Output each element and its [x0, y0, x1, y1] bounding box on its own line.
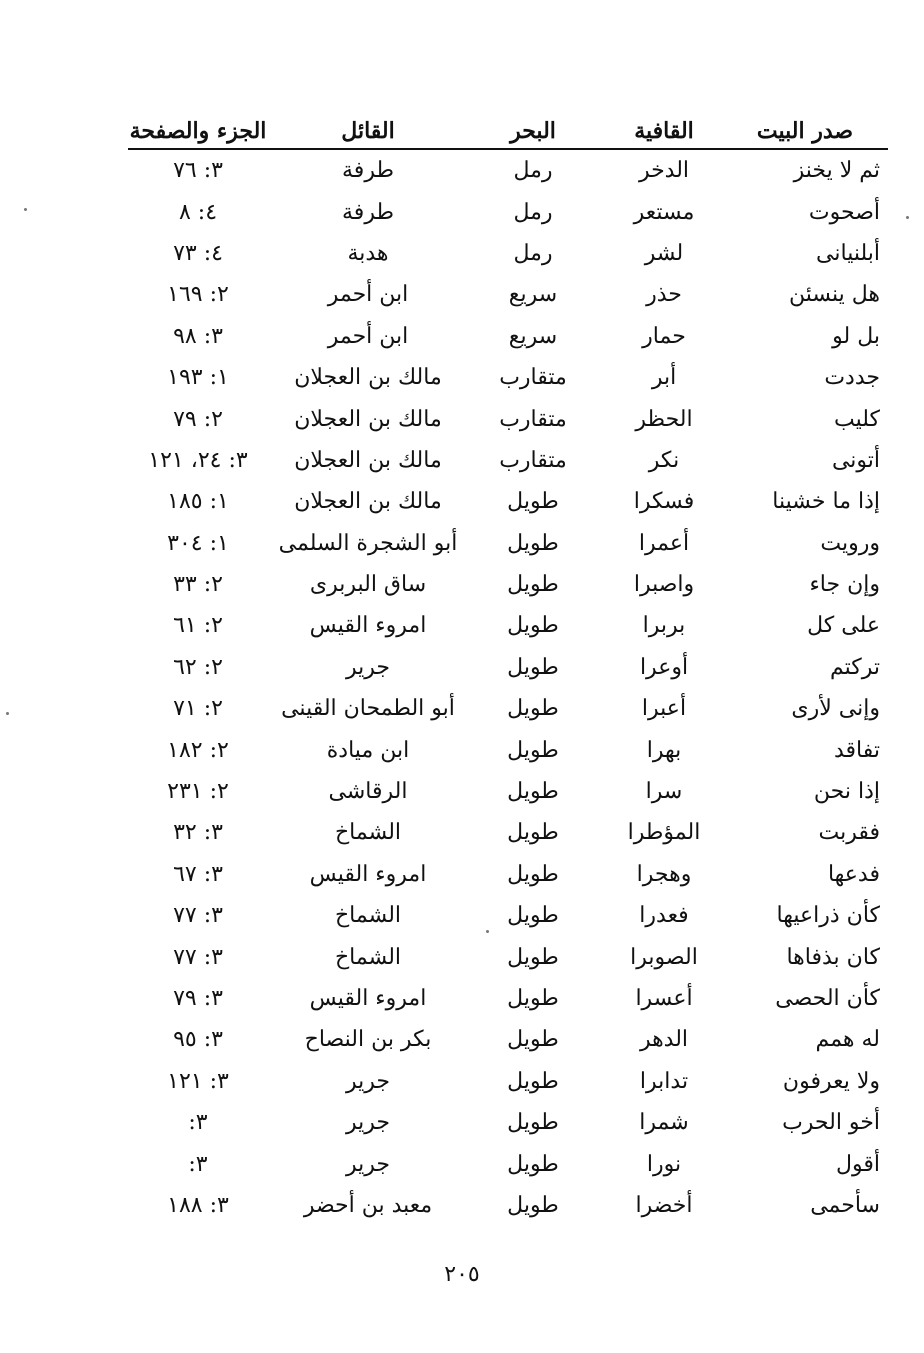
table-header-row	[128, 100, 888, 149]
cell-meter: طويل	[507, 986, 559, 1011]
table-row	[128, 1019, 888, 1060]
cell-volume-page: ٣: ٧٧	[173, 944, 223, 970]
cell-verse-opening: أخو الحرب	[782, 1110, 880, 1136]
table-row	[128, 191, 888, 232]
cell-poet: امروء القيس	[309, 861, 427, 887]
cell-volume-page: ٣: ٩٥	[173, 1027, 223, 1053]
cell-rhyme: أبر	[651, 365, 677, 391]
cell-poet: الرقاشى	[328, 779, 408, 805]
cell-meter: طويل	[507, 654, 559, 680]
cell-meter: طويل	[507, 489, 559, 515]
cell-verse-opening: تفاقد	[833, 737, 880, 763]
cell-rhyme: تدابرا	[639, 1068, 689, 1094]
cell-volume-page: ٤: ٨	[178, 199, 218, 225]
cell-meter: طويل	[507, 1192, 559, 1218]
table-row	[128, 812, 888, 853]
cell-rhyme: أعبرا	[641, 696, 687, 722]
cell-volume-page: ١: ١٩٣	[167, 365, 229, 391]
header-meter: البحر	[468, 100, 598, 149]
cell-poet: مالك بن العجلان	[294, 406, 442, 432]
cell-meter: متقارب	[499, 365, 567, 391]
cell-volume-page: ١: ٣٠٤	[167, 530, 229, 556]
cell-poet: ابن أحمر	[327, 323, 409, 349]
cell-verse-opening: أصحوت	[808, 199, 880, 225]
cell-rhyme: بربرا	[642, 613, 686, 639]
cell-poet: جرير	[346, 1110, 390, 1136]
cell-meter: طويل	[507, 1151, 559, 1177]
cell-volume-page: ٢: ٧٩	[173, 406, 223, 432]
cell-volume-page: ٣:	[188, 1151, 208, 1177]
cell-rhyme: وهجرا	[636, 861, 692, 887]
cell-poet: جرير	[346, 1151, 390, 1177]
cell-verse-opening: فدعها	[827, 861, 880, 887]
cell-verse-opening: وإن جاء	[809, 572, 880, 598]
cell-rhyme: نكر	[648, 447, 680, 473]
cell-rhyme: مستعر	[633, 199, 695, 225]
cell-volume-page: ٣: ١٨٨	[167, 1192, 229, 1218]
cell-verse-opening: ورويت	[820, 530, 880, 556]
cell-meter: طويل	[507, 696, 559, 722]
cell-volume-page: ٢: ١٨٢	[167, 737, 229, 763]
cell-rhyme: نورا	[646, 1151, 682, 1177]
table-row	[128, 1143, 888, 1184]
cell-volume-page: ٣: ٧٦	[173, 158, 223, 184]
cell-volume-page: ٤: ٧٣	[173, 240, 223, 266]
table-row	[128, 729, 888, 770]
cell-verse-opening: سأحمى	[810, 1192, 880, 1218]
cell-meter: طويل	[507, 944, 559, 970]
table-row	[128, 233, 888, 274]
table-row	[128, 481, 888, 522]
header-verse-opening: صدر البيت	[730, 100, 888, 149]
cell-meter: طويل	[507, 613, 559, 639]
cell-volume-page: ٢: ٦١	[173, 613, 223, 639]
cell-poet: طرفة	[342, 199, 394, 225]
scan-speck	[6, 712, 9, 715]
table-row	[128, 316, 888, 357]
cell-verse-opening: أبلنيانى	[816, 240, 880, 266]
cell-rhyme: واصبرا	[633, 572, 695, 598]
cell-rhyme: حمار	[642, 323, 686, 349]
cell-verse-opening: كأن الحصى	[775, 986, 880, 1011]
cell-poet: امروء القيس	[309, 613, 427, 639]
table-row	[128, 647, 888, 688]
cell-poet: طرفة	[342, 158, 394, 184]
cell-poet: الشماخ	[334, 820, 402, 846]
cell-meter: طويل	[507, 779, 559, 805]
cell-poet: أبو الطمحان القينى	[281, 696, 455, 722]
cell-verse-opening: له همم	[815, 1027, 880, 1053]
cell-poet: مالك بن العجلان	[294, 447, 442, 473]
cell-meter: طويل	[507, 530, 559, 556]
cell-meter: طويل	[507, 572, 559, 598]
cell-poet: ساق البربرى	[309, 572, 427, 598]
cell-verse-opening: ولا يعرفون	[782, 1068, 880, 1094]
table-row	[128, 1061, 888, 1102]
cell-rhyme: المؤطرا	[627, 820, 701, 846]
cell-meter: رمل	[513, 158, 553, 184]
table-row	[128, 398, 888, 439]
cell-volume-page: ٣: ٧٩	[173, 986, 223, 1011]
cell-meter: سريع	[508, 323, 558, 349]
cell-rhyme: سرا	[645, 779, 683, 805]
cell-rhyme: أوعرا	[639, 654, 689, 680]
header-volume-page: الجزء والصفحة	[128, 100, 268, 149]
cell-verse-opening: على كل	[807, 613, 880, 639]
table-row	[128, 1185, 888, 1226]
cell-verse-opening: جددت	[824, 365, 880, 391]
cell-volume-page: ٣: ٦٧	[173, 861, 223, 887]
cell-poet: الشماخ	[334, 944, 402, 970]
cell-meter: متقارب	[499, 447, 567, 473]
cell-rhyme: الحظر	[635, 406, 693, 432]
cell-rhyme: أعسرا	[635, 986, 693, 1011]
cell-verse-opening: إذا ما خشينا	[772, 489, 880, 515]
cell-verse-opening: هل ينسئن	[788, 282, 880, 308]
cell-volume-page: ٣: ٢٤، ١٢١	[148, 447, 248, 473]
table-row	[128, 936, 888, 977]
cell-meter: رمل	[513, 240, 553, 266]
cell-verse-opening: تركتم	[829, 654, 880, 680]
header-rhyme: القافية	[598, 100, 730, 149]
cell-verse-opening: أقول	[836, 1151, 880, 1177]
cell-poet: بكر بن النصاح	[304, 1027, 432, 1053]
cell-rhyme: شمرا	[639, 1110, 689, 1136]
cell-rhyme: فسكرا	[633, 489, 695, 515]
cell-volume-page: ٢: ٦٢	[173, 654, 223, 680]
cell-volume-page: ١: ١٨٥	[167, 489, 229, 515]
scan-speck	[486, 930, 489, 933]
cell-verse-opening: إذا نحن	[813, 779, 880, 805]
table-row	[128, 895, 888, 936]
cell-volume-page: ٣: ٣٢	[173, 820, 223, 846]
cell-meter: طويل	[507, 903, 559, 929]
cell-rhyme: لشر	[644, 240, 684, 266]
table-row	[128, 688, 888, 729]
table-row	[128, 1102, 888, 1143]
cell-verse-opening: أتونى	[831, 447, 880, 473]
cell-verse-opening: كأن ذراعيها	[776, 903, 880, 929]
cell-poet: هدبة	[347, 240, 389, 266]
table-row	[128, 440, 888, 481]
cell-rhyme: الصوبرا	[630, 944, 698, 970]
table-row	[128, 978, 888, 1019]
cell-meter: طويل	[507, 737, 559, 763]
cell-poet: ابن ميادة	[326, 737, 410, 763]
cell-poet: امروء القيس	[309, 986, 427, 1011]
cell-poet: أبو الشجرة السلمى	[278, 530, 458, 556]
table-row	[128, 523, 888, 564]
table-row	[128, 357, 888, 398]
cell-poet: جرير	[346, 1068, 390, 1094]
cell-volume-page: ٣: ٩٨	[173, 323, 223, 349]
table-row	[128, 274, 888, 315]
table-row	[128, 149, 888, 191]
page-number: ٢٠٥	[444, 1262, 480, 1287]
cell-poet: معبد بن أحضر	[303, 1192, 433, 1218]
cell-poet: جرير	[346, 654, 390, 680]
cell-verse-opening: فقربت	[818, 820, 880, 846]
cell-meter: طويل	[507, 1027, 559, 1053]
cell-verse-opening: كان بذفاها	[786, 944, 880, 970]
cell-volume-page: ٢: ٣٣	[173, 572, 223, 598]
header-poet: القائل	[268, 100, 468, 149]
table-row	[128, 854, 888, 895]
scan-speck	[24, 208, 27, 211]
cell-meter: طويل	[507, 1068, 559, 1094]
cell-meter: طويل	[507, 820, 559, 846]
cell-meter: سريع	[508, 282, 558, 308]
cell-rhyme: أخضرا	[635, 1192, 693, 1218]
cell-volume-page: ٢: ٧١	[173, 696, 223, 722]
scan-speck	[906, 216, 909, 219]
cell-verse-opening: بل لو	[832, 323, 880, 349]
cell-verse-opening: كليب	[834, 406, 880, 432]
cell-rhyme: الدخر	[638, 158, 690, 184]
cell-rhyme: فعدرا	[639, 903, 689, 929]
cell-meter: طويل	[507, 861, 559, 887]
table-row	[128, 605, 888, 646]
cell-poet: الشماخ	[334, 903, 402, 929]
table-row	[128, 771, 888, 812]
cell-volume-page: ٣:	[188, 1110, 208, 1136]
cell-rhyme: حذر	[646, 282, 682, 308]
cell-poet: ابن أحمر	[327, 282, 409, 308]
cell-volume-page: ٣: ١٢١	[167, 1068, 229, 1094]
cell-rhyme: الدهر	[639, 1027, 689, 1053]
cell-verse-opening: ثم لا يخنز	[793, 158, 880, 184]
cell-volume-page: ٢: ١٦٩	[167, 282, 229, 308]
verse-index-table	[128, 100, 888, 1226]
cell-verse-opening: وإنى لأرى	[791, 696, 880, 722]
cell-meter: طويل	[507, 1110, 559, 1136]
cell-poet: مالك بن العجلان	[294, 489, 442, 515]
cell-volume-page: ٢: ٢٣١	[167, 779, 229, 805]
table-row	[128, 564, 888, 605]
cell-poet: مالك بن العجلان	[294, 365, 442, 391]
cell-volume-page: ٣: ٧٧	[173, 903, 223, 929]
cell-meter: رمل	[513, 199, 553, 225]
cell-rhyme: أعمرا	[638, 530, 690, 556]
cell-meter: متقارب	[499, 406, 567, 432]
cell-rhyme: بهرا	[646, 737, 682, 763]
